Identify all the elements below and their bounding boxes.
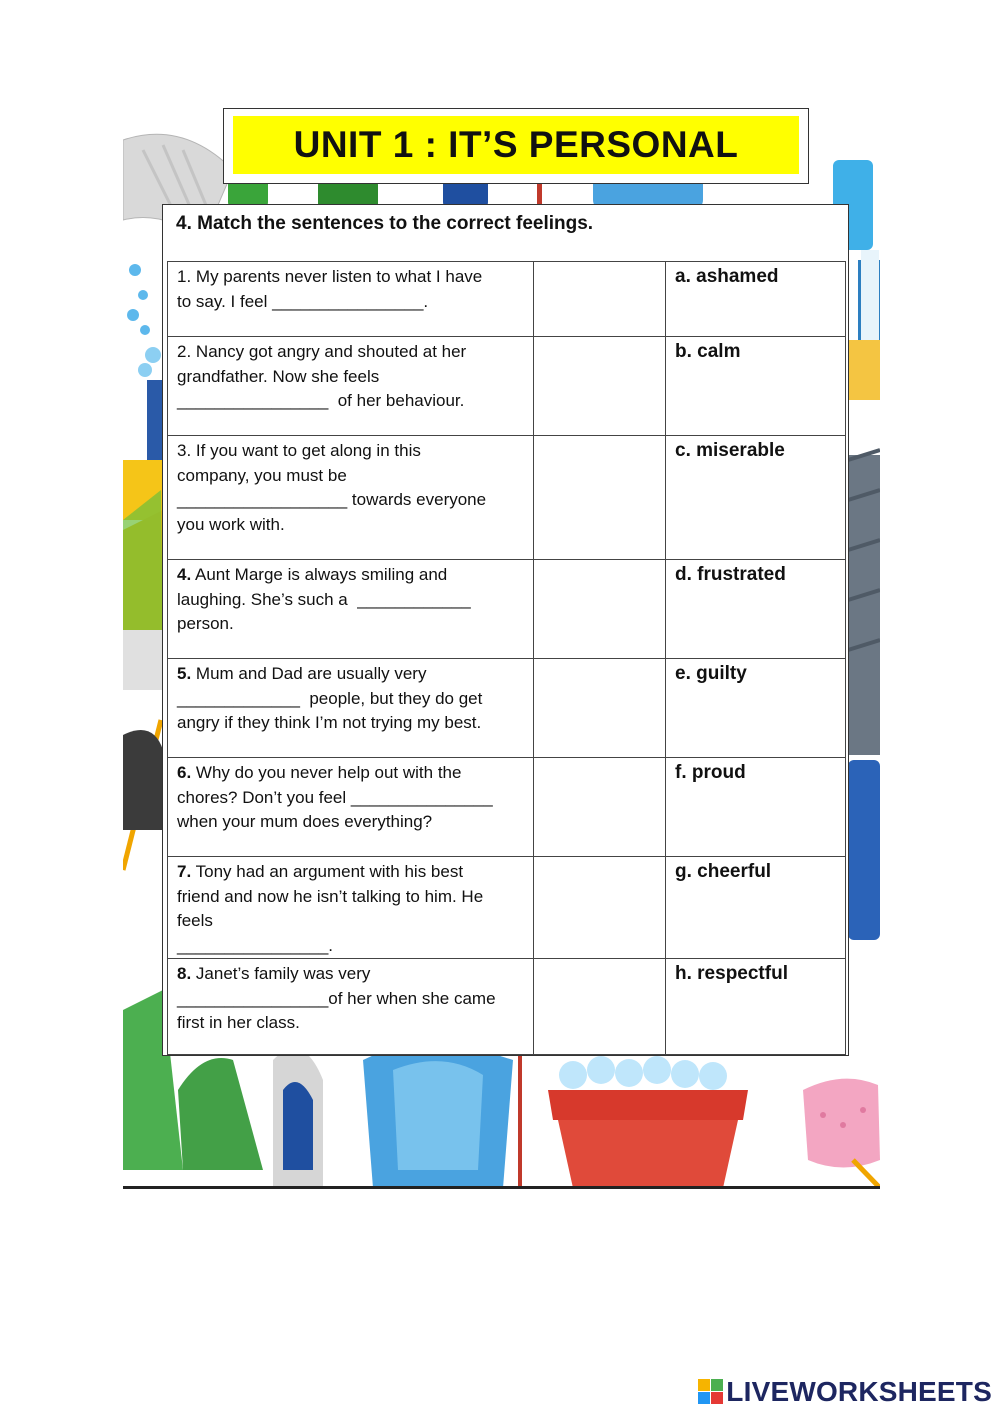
question-line <box>177 761 524 786</box>
question-text-line: angry if they think I’m not trying my best. <box>177 713 482 732</box>
answer-drop-cell[interactable] <box>534 262 666 337</box>
question-line <box>177 340 524 365</box>
question-text-line: when your mum does everything? <box>177 812 433 831</box>
feeling-option[interactable]: a. ashamed <box>666 262 846 337</box>
question-text-line: Mum and Dad are usually very <box>195 664 427 683</box>
question-number: 2. <box>177 342 192 361</box>
question-line <box>177 563 524 588</box>
answer-drop-cell[interactable] <box>534 758 666 857</box>
question-text-line: Why do you never help out with the <box>195 763 462 782</box>
question-cell <box>168 436 534 560</box>
question-line <box>177 662 524 687</box>
worksheet-card <box>162 204 849 1056</box>
question-text-line: Nancy got angry and shouted at her <box>195 342 467 361</box>
feeling-option[interactable]: c. miserable <box>666 436 846 560</box>
question-text-line: grandfather. Now she feels <box>177 366 380 386</box>
brand-name: LIVEWORKSHEETS <box>726 1376 992 1407</box>
brand-icon <box>698 1379 724 1405</box>
question-line <box>177 488 524 513</box>
question-cell <box>168 262 534 337</box>
question-number: 4. <box>177 565 192 584</box>
feeling-option[interactable]: e. guilty <box>666 659 846 758</box>
question-line <box>177 1011 524 1036</box>
question-line <box>177 786 524 811</box>
question-number: 7. <box>177 862 192 881</box>
question-text-line: chores? Don’t you feel _______________ <box>177 787 493 807</box>
bottom-rule <box>123 1186 880 1189</box>
question-line <box>177 810 524 835</box>
question-text-line: __________________ towards everyone <box>177 490 487 509</box>
table-row <box>168 560 846 659</box>
question-line <box>177 588 524 613</box>
question-cell <box>168 758 534 857</box>
answer-drop-cell[interactable] <box>534 337 666 436</box>
question-line <box>177 987 524 1012</box>
answer-drop-cell[interactable] <box>534 857 666 959</box>
feeling-option[interactable]: h. respectful <box>666 959 846 1055</box>
question-line <box>177 513 524 538</box>
question-text-line: ________________ of her behaviour. <box>177 391 465 410</box>
instruction-text: 4. Match the sentences to the correct feelings. <box>176 213 594 234</box>
question-line <box>177 962 524 987</box>
question-line <box>177 711 524 736</box>
table-row <box>168 857 846 959</box>
table-row <box>168 758 846 857</box>
question-number: 5. <box>177 664 192 683</box>
question-text-line: laughing. She’s such a ____________ <box>177 589 471 609</box>
question-line <box>177 934 524 959</box>
question-cell <box>168 959 534 1055</box>
title-banner <box>223 108 809 184</box>
question-cell <box>168 659 534 758</box>
question-text-line: company, you must be <box>177 465 347 485</box>
title-highlight <box>233 116 799 174</box>
feeling-option[interactable]: f. proud <box>666 758 846 857</box>
question-text-line: friend and now he isn’t talking to him. He <box>177 886 484 906</box>
question-cell <box>168 857 534 959</box>
page-title: UNIT 1 : IT’S PERSONAL <box>293 124 739 165</box>
answer-drop-cell[interactable] <box>534 560 666 659</box>
question-text-line: ________________of her when she came <box>177 988 496 1008</box>
question-number: 3. <box>177 441 192 460</box>
question-line <box>177 612 524 637</box>
question-line <box>177 290 524 315</box>
question-line <box>177 365 524 390</box>
answer-drop-cell[interactable] <box>534 959 666 1055</box>
question-line <box>177 860 524 885</box>
question-text-line: feels <box>177 911 213 930</box>
table-row <box>168 659 846 758</box>
feeling-option[interactable]: d. frustrated <box>666 560 846 659</box>
matching-table <box>167 261 846 1055</box>
question-text-line: Aunt Marge is always smiling and <box>194 565 448 584</box>
question-line <box>177 389 524 414</box>
feeling-option[interactable]: g. cheerful <box>666 857 846 959</box>
question-text-line: person. <box>177 614 234 633</box>
answer-drop-cell[interactable] <box>534 659 666 758</box>
table-row <box>168 959 846 1055</box>
question-number: 1. <box>177 267 192 286</box>
question-text-line: first in her class. <box>177 1013 300 1032</box>
brand-logo <box>698 1376 992 1408</box>
question-text-line: Janet’s family was very <box>195 964 371 983</box>
question-number: 6. <box>177 763 192 782</box>
question-text-line: you work with. <box>177 514 285 534</box>
question-text-line: If you want to get along in this <box>195 441 421 460</box>
question-line <box>177 265 524 290</box>
answer-drop-cell[interactable] <box>534 436 666 560</box>
question-text-line: ________________. <box>177 935 333 955</box>
question-line <box>177 885 524 910</box>
question-number: 8. <box>177 964 192 983</box>
question-cell <box>168 560 534 659</box>
question-line <box>177 464 524 489</box>
question-text-line: Tony had an argument with his best <box>195 862 464 881</box>
question-line <box>177 909 524 934</box>
table-row <box>168 262 846 337</box>
question-line <box>177 687 524 712</box>
question-text-line: My parents never listen to what I have <box>195 267 483 286</box>
feeling-option[interactable]: b. calm <box>666 337 846 436</box>
question-cell <box>168 337 534 436</box>
question-line <box>177 439 524 464</box>
table-row <box>168 337 846 436</box>
question-text-line: _____________ people, but they do get <box>177 688 483 708</box>
question-text-line: to say. I feel ________________. <box>177 291 429 311</box>
table-row <box>168 436 846 560</box>
